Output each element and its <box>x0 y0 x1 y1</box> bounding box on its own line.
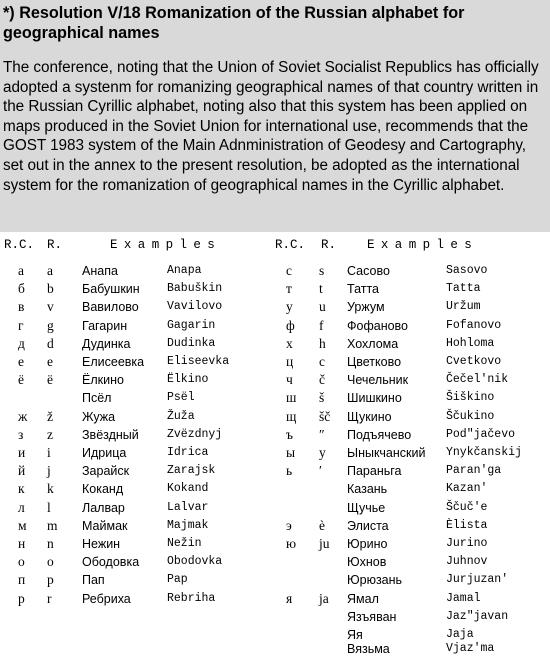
table-row <box>0 462 550 480</box>
roman-letter: m <box>47 517 58 533</box>
transliteration-table <box>0 232 550 656</box>
roman-letter-right: h <box>319 335 326 351</box>
roman-letter: d <box>47 335 54 351</box>
roman-example: Pap <box>167 573 188 587</box>
roman-example-right: Jurino <box>446 537 488 550</box>
roman-letter-right: š <box>319 390 325 406</box>
cyrillic-example: Идрица <box>82 446 127 460</box>
roman-example: Zarajsk <box>167 464 216 478</box>
cyrillic-letter-right: щ <box>286 408 297 424</box>
roman-example-right: Vjaz′ma <box>446 642 495 656</box>
cyrillic-example-right: Ямал <box>347 591 379 606</box>
roman-example-right: Ščukino <box>446 409 495 423</box>
table-row <box>0 444 550 462</box>
roman-example: Lalvar <box>167 500 209 514</box>
cyrillic-example: Лалвар <box>82 500 125 515</box>
roman-example: Ëlkino <box>167 373 209 387</box>
roman-letter-right: ″ <box>319 426 325 442</box>
roman-example: Anapa <box>167 264 202 277</box>
roman-example-right: Ščuč′e <box>446 500 488 514</box>
table-row <box>0 280 550 298</box>
resolution-header-box <box>0 0 550 232</box>
roman-example-right: Èlista <box>446 518 488 532</box>
table-row <box>0 590 550 608</box>
cyrillic-example-right: Хохлома <box>347 336 399 351</box>
roman-letter: p <box>47 572 54 588</box>
cyrillic-example: Елисеевка <box>82 355 145 369</box>
cyrillic-letter-right: у <box>286 299 293 315</box>
table-row <box>0 553 550 571</box>
table-row <box>0 371 550 389</box>
cyrillic-example: Вавилово <box>82 300 139 315</box>
cyrillic-letter: м <box>18 517 27 533</box>
cyrillic-example-right: Вязьма <box>347 642 390 657</box>
roman-letter-right: f <box>319 317 324 333</box>
cyrillic-example: Нежин <box>82 537 121 551</box>
roman-example: Idrica <box>167 446 209 459</box>
roman-letter-right: ′ <box>319 463 322 479</box>
roman-example-right: Fofanovo <box>446 318 502 332</box>
roman-example-right: Šiškino <box>446 391 495 405</box>
cyrillic-example-right: Элиста <box>347 518 389 533</box>
cyrillic-letter: о <box>18 554 25 570</box>
roman-example: Zvëzdnyj <box>167 427 223 441</box>
cyrillic-example-right: Подъячево <box>347 427 412 442</box>
roman-letter-right: y <box>319 445 326 460</box>
cyrillic-example: Жужа <box>82 409 116 424</box>
roman-letter: ž <box>47 408 53 424</box>
roman-example: Žuža <box>167 409 195 423</box>
roman-letter: g <box>47 317 54 333</box>
header-rc-left: R.C. <box>4 238 35 252</box>
roman-letter: o <box>47 554 54 570</box>
document-title: *) Resolution V/18 Romanization of the Russian alphabet for geographical names <box>3 4 465 42</box>
cyrillic-example-right: Юрюзань <box>347 573 403 588</box>
cyrillic-example: Дудинка <box>82 336 131 351</box>
roman-letter: b <box>47 281 54 297</box>
cyrillic-example: Бабушкин <box>82 282 140 297</box>
cyrillic-example-right: Цветково <box>347 355 402 369</box>
cyrillic-letter-right: ч <box>286 372 293 388</box>
roman-example-right: Ynykčanskij <box>446 446 522 459</box>
header-examples-left: Examples <box>110 238 222 252</box>
roman-letter: i <box>47 445 51 460</box>
roman-example: Nežin <box>167 537 202 550</box>
table-row <box>0 353 550 371</box>
cyrillic-letter: п <box>18 572 26 588</box>
roman-example-right: Tatta <box>446 282 481 296</box>
cyrillic-example: Зарайск <box>82 464 130 479</box>
roman-example: Kokand <box>167 482 209 496</box>
roman-example-right: Jaja <box>446 628 474 641</box>
table-row <box>0 262 550 280</box>
roman-example: Vavilovo <box>167 300 223 314</box>
cyrillic-letter-right: э <box>286 517 292 533</box>
table-row <box>0 335 550 353</box>
roman-letter: e <box>47 354 53 369</box>
roman-example: Majmak <box>167 518 209 532</box>
table-row <box>0 535 550 553</box>
roman-example: Psël <box>167 391 195 405</box>
cyrillic-letter: ж <box>18 408 28 424</box>
cyrillic-example-right: Ыныкчанский <box>347 446 426 460</box>
cyrillic-example: Анапа <box>82 264 118 278</box>
table-row <box>0 640 550 658</box>
cyrillic-example-right: Казань <box>347 482 388 497</box>
header-rc-right: R.C. <box>275 238 306 252</box>
cyrillic-letter-right: ц <box>286 354 294 369</box>
roman-example: Rebriha <box>167 591 216 605</box>
table-row <box>0 389 550 407</box>
cyrillic-letter-right: ь <box>286 463 293 479</box>
header-examples-right: Examples <box>367 238 479 252</box>
roman-letter: j <box>47 463 51 479</box>
roman-example-right: Sasovo <box>446 264 488 277</box>
cyrillic-letter-right: х <box>286 335 293 351</box>
cyrillic-letter-right: ш <box>286 390 297 406</box>
cyrillic-letter-right: ъ <box>286 426 293 442</box>
cyrillic-letter: г <box>18 317 24 333</box>
cyrillic-letter: й <box>18 463 26 479</box>
roman-letter: k <box>47 481 54 497</box>
cyrillic-example-right: Чечельник <box>347 373 409 388</box>
cyrillic-example: Коканд <box>82 482 124 497</box>
roman-letter-right: s <box>319 263 325 278</box>
roman-example: Dudinka <box>167 336 216 350</box>
cyrillic-example: Гагарин <box>82 318 128 333</box>
cyrillic-letter-right: т <box>286 281 292 297</box>
roman-example: Babuškin <box>167 282 223 296</box>
roman-letter-right: c <box>319 354 325 369</box>
roman-example: Gagarin <box>167 318 216 332</box>
table-row <box>0 517 550 535</box>
roman-example-right: Juhnov <box>446 555 488 569</box>
roman-letter: v <box>47 299 54 315</box>
roman-example: Eliseevka <box>167 355 230 368</box>
cyrillic-example-right: Сасово <box>347 264 390 278</box>
roman-letter-right: è <box>319 517 325 533</box>
table-row <box>0 608 550 626</box>
roman-example-right: Jaz″javan <box>446 609 509 623</box>
cyrillic-example-right: Юхнов <box>347 555 387 570</box>
roman-letter-right: ju <box>319 536 330 551</box>
cyrillic-example-right: Шишкино <box>347 391 402 406</box>
cyrillic-letter: л <box>18 499 25 515</box>
cyrillic-example-right: Щукино <box>347 409 392 424</box>
roman-example-right: Paran′ga <box>446 464 502 478</box>
header-r-left: R. <box>47 238 63 252</box>
cyrillic-letter: р <box>18 590 25 606</box>
roman-letter: l <box>47 499 51 515</box>
table-row <box>0 317 550 335</box>
cyrillic-example-right: Фофаново <box>347 318 408 333</box>
cyrillic-letter: е <box>18 354 24 369</box>
cyrillic-example: Псёл <box>82 391 112 406</box>
roman-letter-right: t <box>319 281 323 297</box>
cyrillic-letter: н <box>18 536 26 551</box>
table-row <box>0 499 550 517</box>
cyrillic-example-right: Яя <box>347 628 363 642</box>
cyrillic-letter: и <box>18 445 26 460</box>
table-row <box>0 298 550 316</box>
cyrillic-letter: з <box>18 426 24 442</box>
header-r-right: R. <box>321 238 337 252</box>
cyrillic-letter: б <box>18 281 25 297</box>
roman-example-right: Jurjuzan′ <box>446 573 509 587</box>
roman-example-right: Pod″jačevo <box>446 427 516 441</box>
roman-example-right: Čečel′nik <box>446 373 509 387</box>
cyrillic-example-right: Язъяван <box>347 609 397 624</box>
roman-letter-right: u <box>319 299 326 315</box>
table-row <box>0 408 550 426</box>
table-row <box>0 571 550 589</box>
roman-letter: z <box>47 426 53 442</box>
roman-example-right: Jamal <box>446 591 481 605</box>
cyrillic-example-right: Параньга <box>347 464 402 479</box>
roman-example-right: Cvetkovo <box>446 355 502 368</box>
cyrillic-example-right: Щучье <box>347 500 386 515</box>
roman-letter: r <box>47 590 52 606</box>
roman-letter-right: ja <box>319 590 329 606</box>
roman-example: Obodovka <box>167 555 223 569</box>
roman-example-right: Kazan′ <box>446 482 488 496</box>
cyrillic-example: Ёлкино <box>82 373 124 388</box>
cyrillic-letter: ё <box>18 372 24 388</box>
roman-example-right: Hohloma <box>446 336 495 350</box>
roman-example-right: Uržum <box>446 300 481 314</box>
cyrillic-letter-right: я <box>286 590 293 606</box>
cyrillic-letter: в <box>18 299 25 315</box>
table-row <box>0 426 550 444</box>
roman-letter: n <box>47 536 54 551</box>
cyrillic-letter: а <box>18 263 24 278</box>
cyrillic-letter-right: ф <box>286 317 295 333</box>
cyrillic-example: Пап <box>82 573 105 588</box>
cyrillic-example: Звёздный <box>82 427 139 442</box>
resolution-paragraph: The conference, noting that the Union of Soviet Socialist Republics has officially adopted a systenm for romanizing geographical names of that country written in the Russian Cyrillic alphabet, noting also that this system has been applied on maps produced in the Soviet Union for international use, recommends that the GOST 1983 system of the Main Adnministration of Geodesy and Cartography, set out in the annex to the present resolution, be adopted as the international system for the romanization of geographical names in the Cyrillic alphabet. <box>3 59 539 194</box>
cyrillic-letter-right: ю <box>286 536 297 551</box>
roman-letter: ë <box>47 372 53 388</box>
roman-letter: a <box>47 263 53 278</box>
cyrillic-example: Ребриха <box>82 591 131 606</box>
cyrillic-example-right: Татта <box>347 282 380 297</box>
roman-letter-right: č <box>319 372 325 388</box>
table-row <box>0 480 550 498</box>
cyrillic-example: Ободовка <box>82 555 140 570</box>
cyrillic-letter-right: с <box>286 263 292 278</box>
cyrillic-letter: д <box>18 335 25 351</box>
cyrillic-letter-right: ы <box>286 445 296 460</box>
roman-letter-right: šč <box>319 408 331 424</box>
cyrillic-example: Маймак <box>82 518 128 533</box>
cyrillic-letter: к <box>18 481 25 497</box>
cyrillic-example-right: Юрино <box>347 537 388 551</box>
cyrillic-example-right: Уржум <box>347 300 385 315</box>
